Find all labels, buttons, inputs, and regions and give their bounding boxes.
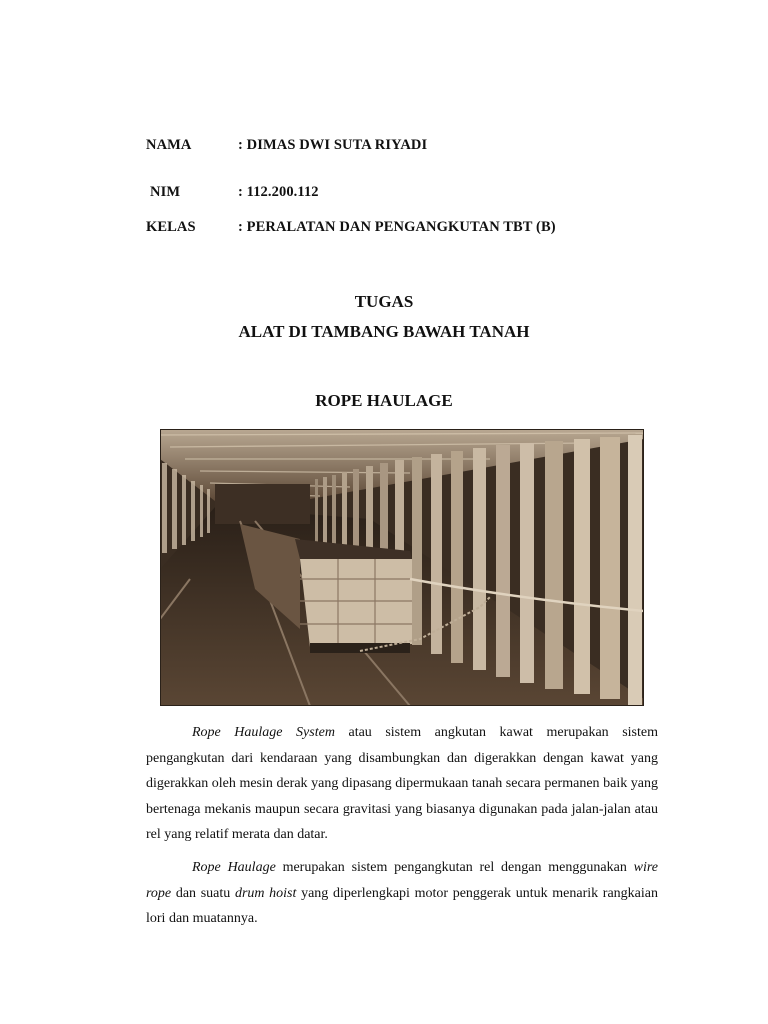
paragraph-2	[146, 855, 658, 932]
term-rope-haulage-system: Rope Haulage System	[192, 725, 335, 740]
name-value: : DIMAS DWI SUTA RIYADI	[238, 137, 428, 153]
section-heading: ROPE HAULAGE	[315, 391, 453, 410]
nim-value: : 112.200.112	[238, 184, 319, 200]
assignment-label: TUGAS	[354, 292, 414, 311]
kelas-row	[146, 219, 556, 236]
kelas-value: : PERALATAN DAN PENGANGKUTAN TBT (B)	[238, 219, 556, 235]
paragraph-1-text: atau sistem angkutan kawat merupakan sistem pengangkutan dari kendaraan yang disambungkan dan digerakkan dengan kawat yang digerakkan oleh mesin derak yang dipasang dipermukaan tanah secara permanen baik yang bertenaga mekanis maupun secara gravitasi yang biasanya digunakan pada jalan-jalan atau rel yang relatif merata dan datar.	[146, 725, 658, 842]
nim-row	[150, 184, 319, 201]
name-row	[146, 137, 427, 154]
term-wire-rope: wire rope	[146, 860, 658, 901]
term-drum-hoist: drum hoist	[234, 885, 297, 901]
paragraph-1	[146, 720, 658, 848]
paragraph-2-text-3: yang diperlengkapi motor penggerak untuk menarik rangkaian lori dan muatannya.	[146, 885, 658, 926]
name-label: NAMA	[146, 137, 192, 153]
rope-haulage-photo	[160, 429, 644, 706]
document-title: ALAT DI TAMBANG BAWAH TANAH	[238, 322, 530, 341]
term-rope-haulage: Rope Haulage	[192, 860, 276, 875]
paragraph-2-text-1: merupakan sistem pengangkutan rel dengan menggunakan	[275, 860, 634, 875]
nim-label: NIM	[150, 184, 181, 200]
paragraph-2-text-2: dan suatu	[171, 885, 235, 901]
kelas-label: KELAS	[146, 219, 196, 235]
